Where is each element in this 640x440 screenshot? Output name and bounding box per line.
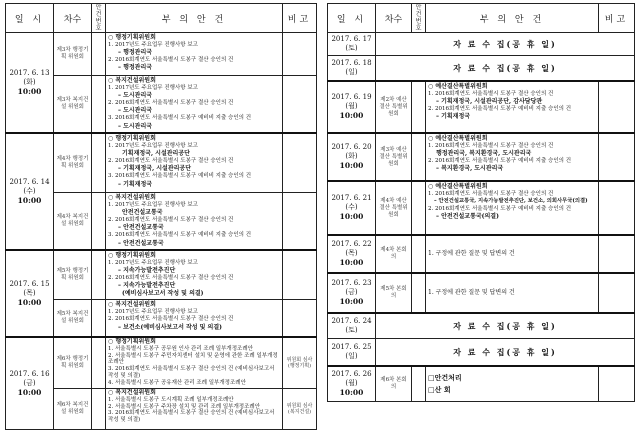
number-cell [412, 366, 426, 402]
session-cell: 제4차 행정기획 위원회 [54, 133, 92, 193]
remarks-cell [599, 81, 635, 133]
date-cell: 2017. 6. 20 (화) 10:00 [328, 133, 376, 181]
date-cell: 2017. 6. 19 (월) 10:00 [328, 81, 376, 133]
session-cell: 제3차 복지건설 위원회 [54, 76, 92, 134]
agenda-cell: □안건처리 □산 회 [426, 366, 599, 402]
number-cell [412, 81, 426, 133]
number-cell [412, 181, 426, 235]
date-cell: 2017. 6. 21 (수) 10:00 [328, 181, 376, 235]
agenda-cell: 1. 구정에 관한 질문 및 답변의 건 [426, 235, 599, 273]
date-cell: 2017. 6. 22 (목) 10:00 [328, 235, 376, 273]
agenda-cell: ○ 예산결산특별위원회 1. 2016회계연도 서울특별시 도봉구 결산 승인의 건 – 안전건설교통국, 지속가능발전추진단, 보건소, 의회사무국(의결) 2. 2016회계연도 서울특별시 도봉구 예비비 지출 승인의 건 – 안전건설교통국(의결) [426, 181, 599, 235]
table-row [6, 250, 317, 300]
table-row [328, 33, 635, 56]
holiday-cell: 자 료 수 집(공 휴 일) [376, 56, 635, 82]
header-date: 일 시 [6, 4, 54, 33]
remarks-cell [599, 181, 635, 235]
remarks-cell [599, 366, 635, 402]
remarks-cell: 위원회 심사 (행정기획) [283, 337, 317, 389]
date-cell: 2017. 6. 25 (일) [328, 339, 376, 367]
date-cell: 2017. 6. 18 (일) [328, 56, 376, 82]
table-row [328, 133, 635, 181]
session-cell: 제5차 행정기획 위원회 [54, 250, 92, 300]
remarks-cell [599, 235, 635, 273]
agenda-cell: ○ 행정기획위원회 1. 서울특별시 도봉구 공무원 인사 관리 조례 일부개정조례안 2. 서울특별시 도봉구 주민자치센터 설치 및 운영에 관한 조례 일부개정조례안 3. 2016회계연도 서울특별시 도봉구 결산 승인의 건 (예비심사보고서 작성 및 의결) 4. 서울특별시 도봉구 공유재산 관리 조례 일부개정조례안 [106, 337, 283, 389]
schedule-table-right [327, 3, 635, 402]
session-cell: 제3차 행정기획 위원회 [54, 33, 92, 76]
header-number: 안건 번호 [92, 4, 106, 33]
schedule-sheet-right [327, 3, 635, 402]
agenda-cell: ○ 예산결산특별위원회 1. 2016회계연도 서울특별시 도봉구 결산 승인의 건 – 기획재정국, 시설관리공단, 감사담당관 2. 2016회계연도 서울특별시 도봉구 예비비 지출 승인의 건 – 기획재정국 [426, 81, 599, 133]
agenda-cell: ○ 복지건설위원회 1. 2017년도 주요업무 진행사항 보고 안전건설교통국 2. 2016회계연도 서울특별시 도봉구 결산 승인의 건 – 안전건설교통국 3. 2016회계연도 서울특별시 도봉구 예비비 지출 승인의 건 – 안전건설교통국 [106, 193, 283, 251]
table-row [6, 133, 317, 193]
session-cell: 제3차 예산결산 특별위원회 [376, 133, 412, 181]
table-row [328, 181, 635, 235]
remarks-cell [283, 33, 317, 76]
agenda-cell: ○ 행정기획위원회 1. 2017년도 주요업무 진행사항 보고 기획재정국, 시설관리공단 2. 2016회계연도 서울특별시 도봉구 결산 승인의 건 – 기획재정국, 시설관리공단 3. 2016회계연도 서울특별시 도봉구 예비비 지출 승인의 건 – 기획재정국 [106, 133, 283, 193]
date-cell: 2017. 6. 13 (화) 10:00 [6, 33, 54, 134]
number-cell [92, 193, 106, 251]
header-remarks: 비고 [283, 4, 317, 33]
holiday-cell: 자 료 수 집(공 휴 일) [376, 33, 635, 56]
table-row [328, 81, 635, 133]
remarks-cell [599, 133, 635, 181]
agenda-cell: ○ 복지건설위원회 1. 서울특별시 도봉구 도시계획 조례 일부개정조례안 2. 서울특별시 도봉구 주차장 설치 및 관리 조례 일부개정조례안 3. 2016회계연도 서울특별시 도봉구 결산 승인의 건 (예비심사보고서 작성 및 의결) [106, 389, 283, 430]
number-cell [92, 250, 106, 300]
session-cell: 제6차 복지건설 위원회 [54, 389, 92, 430]
number-cell [412, 273, 426, 313]
agenda-cell: ○ 복지건설위원회 1. 2017년도 주요업무 진행사항 보고 – 도시관리국 2. 2016회계연도 서울특별시 도봉구 결산 승인의 건 – 도시관리국 3. 2016회계연도 서울특별시 도봉구 예비비 지출 승인의 건 – 도시관리국 [106, 76, 283, 134]
number-cell [412, 133, 426, 181]
agenda-cell: ○ 행정기획위원회 1. 2017년도 주요업무 진행사항 보고 – 행정관리국 2. 2016회계연도 서울특별시 도봉구 결산 승인의 건 – 행정관리국 [106, 33, 283, 76]
header-session: 차수 [376, 4, 412, 33]
table-row [328, 366, 635, 402]
date-cell: 2017. 6. 14 (수) 10:00 [6, 133, 54, 250]
header-agenda: 부 의 안 건 [426, 4, 599, 33]
session-cell: 제4차 본회의 [376, 235, 412, 273]
remarks-cell: 위원회 심사 (복지건설) [283, 389, 317, 430]
agenda-cell: ○ 복지건설위원회 1. 2017년도 주요업무 진행사항 보고 2. 2016회계연도 서울특별시 도봉구 결산 승인의 건 – 보건소(예비심사보고서 작성 및 의결) [106, 300, 283, 338]
agenda-cell: ○ 행정기획위원회 1. 2017년도 주요업무 진행사항 보고 – 지속가능발전추진단 2. 2016회계연도 서울특별시 도봉구 결산 승인의 건 – 지속가능발전추진단 (예비심사보고서 작성 및 의결) [106, 250, 283, 300]
table-row [328, 56, 635, 82]
table-row [6, 33, 317, 76]
number-cell [92, 76, 106, 134]
number-cell [92, 133, 106, 193]
date-cell: 2017. 6. 17 (토) [328, 33, 376, 56]
date-cell: 2017. 6. 23 (금) 10:00 [328, 273, 376, 313]
table-row [328, 235, 635, 273]
session-cell: 제6차 본회의 [376, 366, 412, 402]
header-date: 일 시 [328, 4, 376, 33]
remarks-cell [599, 273, 635, 313]
header-agenda: 부 의 안 건 [106, 4, 283, 33]
date-cell: 2017. 6. 26 (월) 10:00 [328, 366, 376, 402]
session-cell: 제5차 복지건설 위원회 [54, 300, 92, 338]
date-cell: 2017. 6. 15 (목) 10:00 [6, 250, 54, 337]
holiday-cell: 자 료 수 집(공 휴 일) [376, 339, 635, 367]
agenda-cell: ○ 예산결산특별위원회 1. 2016회계연도 서울특별시 도봉구 결산 승인의 건 행정관리국, 복지환경국, 도시관리국 2. 2016회계연도 서울특별시 도봉구 예비비 지출 승인의 건 – 복지환경국, 도시관리국 [426, 133, 599, 181]
number-cell [92, 33, 106, 76]
session-cell: 제2차 예산결산 특별위원회 [376, 81, 412, 133]
header-session: 차수 [54, 4, 92, 33]
agenda-cell: 1. 구정에 관한 질문 및 답변의 건 [426, 273, 599, 313]
table-row [328, 273, 635, 313]
header-number: 안건 번호 [412, 4, 426, 33]
session-cell: 제4차 복지건설 위원회 [54, 193, 92, 251]
number-cell [92, 300, 106, 338]
remarks-cell [283, 300, 317, 338]
date-cell: 2017. 6. 16 (금) 10:00 [6, 337, 54, 430]
remarks-cell [283, 133, 317, 193]
session-cell: 제4차 예산결산 특별위원회 [376, 181, 412, 235]
date-cell: 2017. 6. 24 (토) [328, 313, 376, 339]
header-row [6, 4, 317, 33]
header-row [328, 4, 635, 33]
number-cell [412, 235, 426, 273]
header-remarks: 비고 [599, 4, 635, 33]
session-cell: 제6차 행정기획 위원회 [54, 337, 92, 389]
table-row [328, 339, 635, 367]
remarks-cell [283, 250, 317, 300]
holiday-cell: 자 료 수 집(공 휴 일) [376, 313, 635, 339]
table-row [328, 313, 635, 339]
number-cell [92, 337, 106, 389]
remarks-cell [283, 76, 317, 134]
remarks-cell [283, 193, 317, 251]
session-cell: 제5차 본회의 [376, 273, 412, 313]
table-row [6, 337, 317, 389]
schedule-table-left [5, 3, 317, 430]
number-cell [92, 389, 106, 430]
schedule-sheet-left [5, 3, 317, 430]
